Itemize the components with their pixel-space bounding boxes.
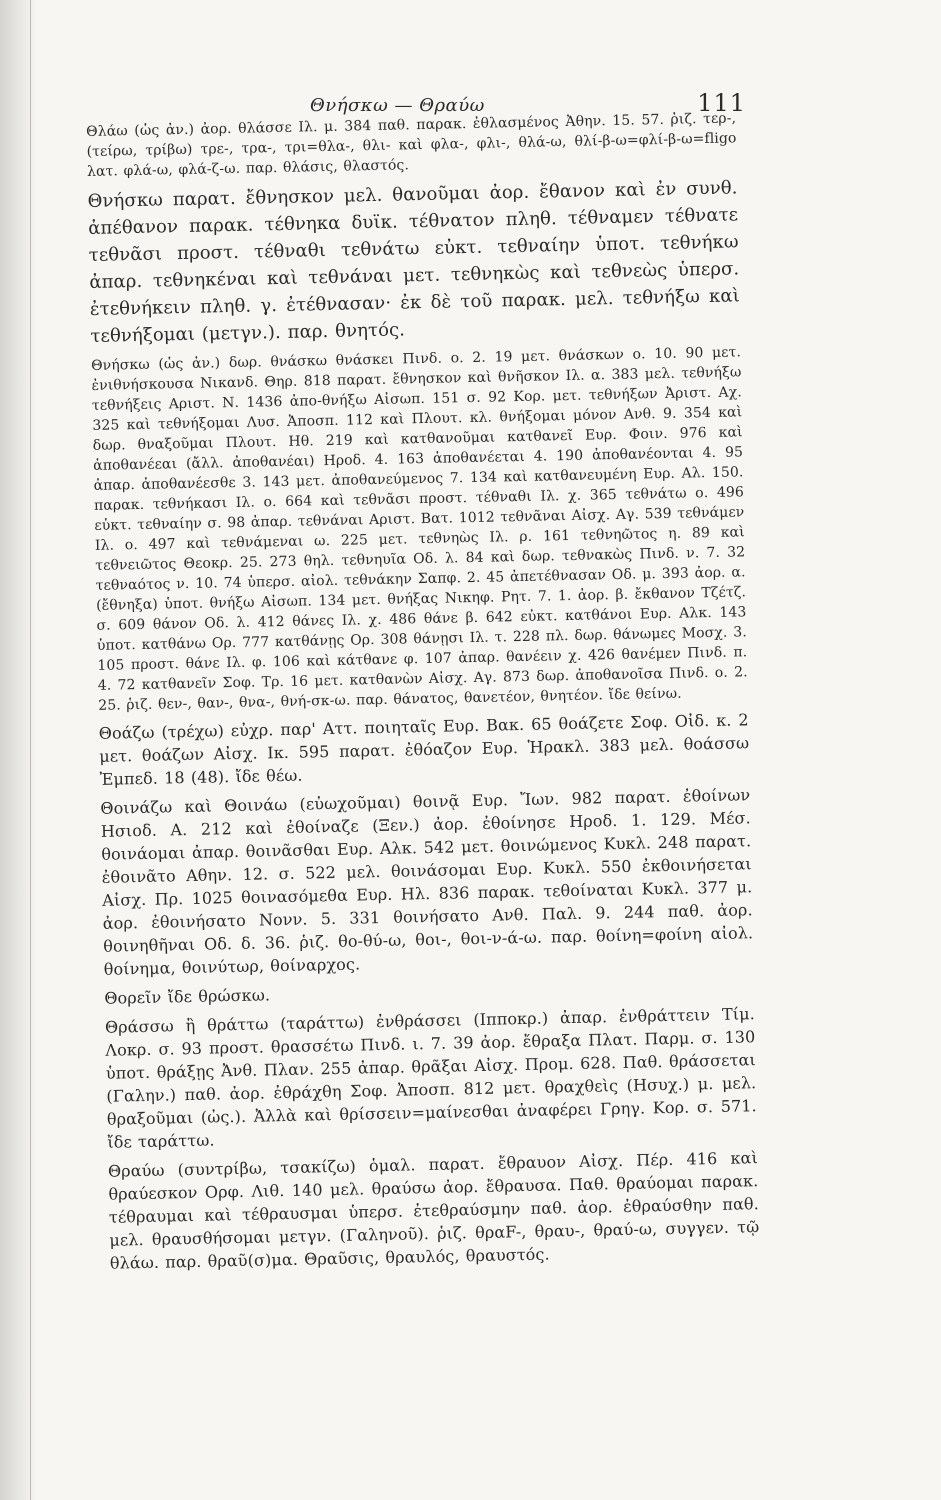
running-head: Θνήσκω — Θραύω — [310, 95, 485, 116]
entry-thlao: Θλάω (ὡς ἀν.) ἀορ. θλάσσε Ιλ. μ. 384 παθ. παρακ. ἐθλασμένος Ἀθην. 15. 57. ῥιζ. τερ-, (τείρω, τρίβω) τρε-, τρα-, τρι=θλα-, θλι- καὶ φλα-, φλι-, θλά-ω, θλί-β-ω=φλί-β-ω=fligo λατ. φλά-ω, φλά-ζ-ω. παρ. θλάσις, θλαστός. — [86, 110, 737, 180]
page-number: 111 — [697, 89, 746, 117]
entry-thorein: Θορεῖν ἴδε θρώσκω. — [104, 985, 271, 1008]
entry-thnesko-forms: Θνήσκω (ὡς ἀν.) δωρ. θνάσκω θνάσκει Πινδ. ο. 2. 19 μετ. θνάσκων ο. 10. 90 μετ. ἐνιθνήσκουσα Νικανδ. Θηρ. 818 παρατ. ἔθνησκον καὶ θνῆσκον Ιλ. α. 383 μελ. τεθνήξω τεθνήξεις Αριστ. Ν. 1436 ἀπο-θνήξω Αἰσωπ. 151 σ. 92 Κορ. μετ. τεθνήξων Ἀριστ. Αχ. 325 καὶ τεθνήξομαι Λυσ. Ἀποσπ. 112 καὶ Πλουτ. κλ. θνήξομαι μόνον Ανθ. 9. 354 καὶ δωρ. θναξοῦμαι Πλουτ. Ηθ. 219 καὶ κατθανοῦμαι κατθανεῖ Ευρ. Φοιν. 976 καὶ ἀποθανέεαι (ἄλλ. ἀποθανέαι) Ηροδ. 4. 163 ἀποθανέεται 4. 190 ἀποθανέονται 4. 95 ἀπαρ. ἀποθανέεσθε 3. 143 μετ. ἀποθανεύμενος 7. 134 καὶ κατθανευμένη Ευρ. Αλ. 150. παρακ. τεθνήκασι Ιλ. ο. 664 καὶ τεθνᾶσι προστ. τέθναθι Ιλ. χ. 365 τεθνάτω ο. 496 εὐκτ. τεθναίην σ. 98 ἀπαρ. τεθνάναι Αριστ. Βατ. 1012 τεθνᾶναι Αἰσχ. Αγ. 539 τεθνάμεν Ιλ. ο. 497 καὶ τεθνάμεναι ω. 225 μετ. τεθνηὼς Ιλ. ρ. 161 τεθνηῶτος η. 89 καὶ τεθνειῶτος Θεοκρ. 25. 273 θηλ. τεθνηυῖα Οδ. λ. 84 καὶ δωρ. τεθνακὼς Πινδ. ν. 7. 32 τεθναότος ν. 10. 74 ὑπερσ. αἰολ. τεθνάκην Σαπφ. 2. 45 ἀπετέθνασαν Οδ. μ. 393 ἀορ. α. (ἔθνηξα) ὑποτ. θνήξω Αἰσωπ. 134 μετ. θνήξας Νικηφ. Ρητ. 7. 1. ἀορ. β. ἔκθανον Τζέτζ. σ. 609 θάνον Οδ. λ. 412 θάνες Ιλ. χ. 486 θάνε β. 642 εὐκτ. κατθάνοι Ευρ. Αλκ. 143 ὑποτ. κατθάνω Ορ. 777 κατθάνῃς Ορ. 308 θάνῃσι Ιλ. τ. 228 πλ. δωρ. θάνωμες Μοσχ. 3. 105 προστ. θάνε Ιλ. φ. 106 καὶ κάτθανε φ. 107 ἀπαρ. θανέειν χ. 426 θανέμεν Πινδ. π. 4. 72 κατθανεῖν Σοφ. Τρ. 16 μετ. κατθανὼν Αἰσχ. Αγ. 873 δωρ. ἀποθανοῖσα Πινδ. ο. 2. 25. ῥιζ. θεν-, θαν-, θνα-, θνή-σκ-ω. παρ. θάνατος, θανετέον, θνητέον. ἴδε θείνω. — [90, 344, 748, 714]
entry-thoinazo: Θοινάζω καὶ Θοινάω (εὐωχοῦμαι) θοινᾷ Ευρ. Ἴων. 982 παρατ. ἐθοίνων Ησιοδ. Α. 212 καὶ ἐθοίναζε (Ξεν.) ἀορ. ἐθοίνησε Ηροδ. 1. 129. Μέσ. θοινάομαι ἀπαρ. θοινᾶσθαι Ευρ. Αλκ. 542 μετ. θοινώμενος Κυκλ. 248 παρατ. ἐθοινᾶτο Αθην. 12. σ. 522 μελ. θοινάσομαι Ευρ. Κυκλ. 550 ἐκθοινήσεται Αἰσχ. Πρ. 1025 θοινασόμεθα Ευρ. Ηλ. 836 παρακ. τεθοίναται Κυκλ. 377 μ. ἀορ. ἐθοινήσατο Νονν. 5. 331 θοινήσατο Ανθ. Παλ. 9. 244 παθ. ἀορ. θοινηθῆναι Οδ. δ. 36. ῥιζ. θο-θύ-ω, θοι-, θοι-ν-ά-ω. παρ. θοίνη=φοίνη αἰολ. θοίνημα, θοινύτωρ, θοίναρχος. — [100, 785, 754, 979]
dictionary-body — [86, 108, 760, 1280]
entry-thoazo: Θοάζω (τρέχω) εὐχρ. παρ' Αττ. ποιηταῖς Ευρ. Βακ. 65 θοάζετε Σοφ. Οἰδ. κ. 2 μετ. θοάζων Αἰσχ. Ικ. 595 παρατ. ἐθόαζον Ευρ. Ἡρακλ. 383 μελ. θοάσσω Ἐμπεδ. 18 (48). ἴδε θέω. — [98, 710, 750, 789]
entry-thrasso: Θράσσω ἢ θράττω (ταράττω) ἐνθράσσει (Ιπποκρ.) ἀπαρ. ἐνθράττειν Τίμ. Λοκρ. σ. 93 προστ. θρασσέτω Πινδ. ι. 7. 39 ἀορ. ἔθραξα Πλατ. Παρμ. σ. 130 ὑποτ. θράξῃς Ἀνθ. Πλαν. 255 ἀπαρ. θρᾶξαι Αἰσχ. Προμ. 628. Παθ. θράσσεται (Γαλην.) παθ. ἀορ. ἐθράχθη Σοφ. Ἀποσπ. 812 μετ. θραχθεὶς (Ησυχ.) μ. μελ. θραξοῦμαι (ὠς.). Ἀλλὰ καὶ θρίσσειν=μαίνεσθαι ἀναφέρει Γρηγ. Κορ. σ. 571. ἴδε ταράττω. — [104, 1004, 757, 1152]
page-binding-edge — [30, 0, 31, 1500]
entry-thrauo: Θραύω (συντρίβω, τσακίζω) ὁμαλ. παρατ. ἔθραυον Αἰσχ. Πέρ. 416 καὶ θραύεσκον Ορφ. Λιθ. 140 μελ. θραύσω ἀορ. ἔθραυσα. Παθ. θραύομαι παρακ. τέθραυμαι καὶ τέθραυσμαι ὑπερσ. ἐτεθραύσμην παθ. ἀορ. ἐθραύσθην παθ. μελ. θραυσθήσομαι μετγν. (Γαληνοῦ). ῥιζ. θραF-, θραυ-, θραύ-ω, συγγεν. τῷ θλάω. παρ. θραῦ(σ)μα. Θραῦσις, θραυλός, θραυστός. — [107, 1148, 760, 1273]
entry-thnesko-main: Θνήσκω παρατ. ἔθνησκον μελ. θανοῦμαι ἀορ. ἔθανον καὶ ἐν συνθ. ἀπέθανον παρακ. τέθνηκα δυϊκ. τέθνατον πληθ. τέθναμεν τέθνατε τεθνᾶσι προστ. τέθναθι τεθνάτω εὐκτ. τεθναίην ὑποτ. τεθνήκω ἀπαρ. τεθνηκέναι καὶ τεθνάναι μετ. τεθνηκὼς καὶ τεθνεὼς ὑπερσ. ἐτεθνήκειν πληθ. γ. ἐτέθνασαν· ἐκ δὲ τοῦ παρακ. μελ. τεθνήξω καὶ τεθνήξομαι (μετγν.). παρ. θνητός. — [87, 177, 741, 347]
page-left-shadow — [0, 0, 38, 1500]
